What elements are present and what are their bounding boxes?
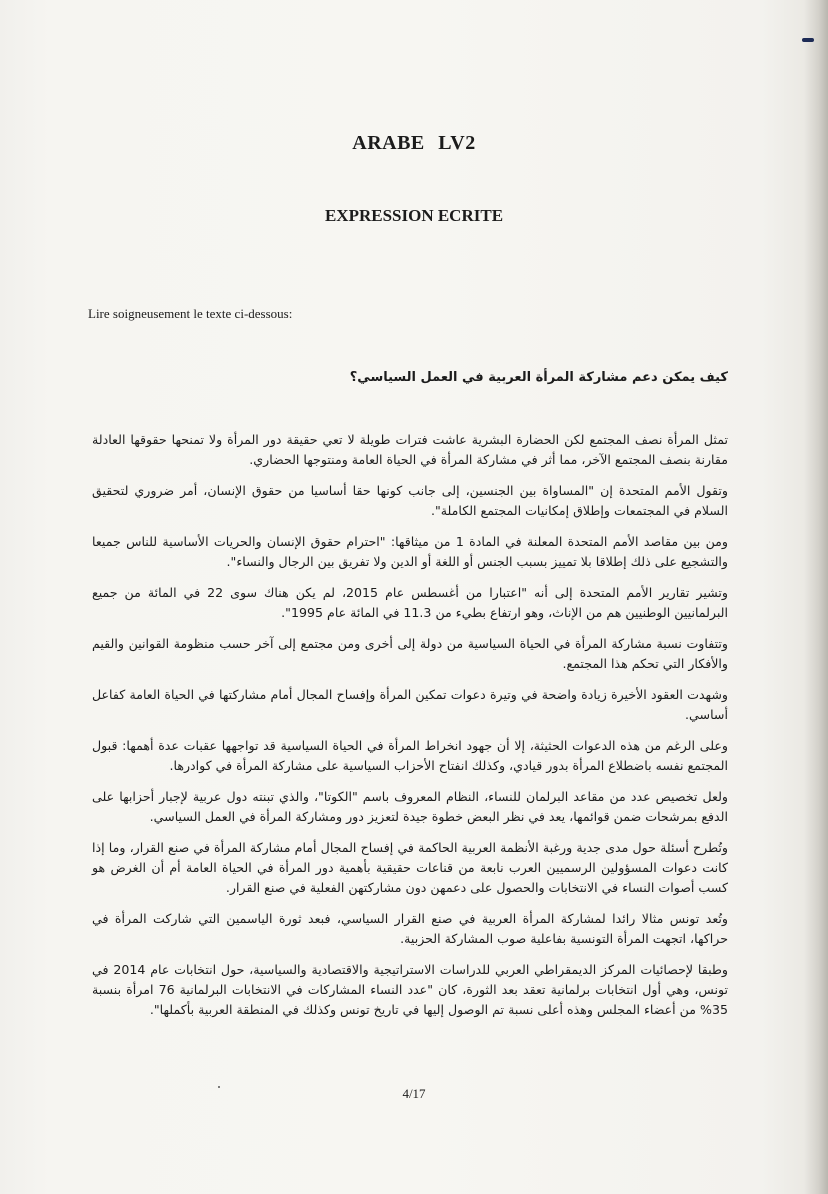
section-title: EXPRESSION ECRITE [324, 206, 504, 225]
paragraph: تمثل المرأة نصف المجتمع لكن الحضارة البشرية عاشت فترات طويلة لا تعي حقيقة دور المرأة ولا تمنحها حقوقها العادلة مقارنة بنصف المجتمع الآخر، مما أثر في مشاركة المرأة في الحياة العامة ومنتوجها الحضاري. [92, 432, 728, 467]
paragraph: وطبقا لإحصائيات المركز الديمقراطي العربي للدراسات الاستراتيجية والاقتصادية والسياسية، حول انتخابات عام 2014 في تونس، وهي أول انتخابات برلمانية تعقد بعد الثورة، كان "عدد النساء المشاركات في الانتخابات البرلمانية 76 امرأة بنسبة 35% من أعضاء المجلس وهذه أعلى نسبة تم الوصول إليها في تاريخ تونس وكذلك في المنطقة العربية بأكملها". [92, 962, 729, 1017]
paragraph: وتقول الأمم المتحدة إن "المساواة بين الجنسين، إلى جانب كونها حقا أساسيا من حقوق الإنسان، أمر ضروري لتحقيق السلام في المجتمعات وإطلاق إمكانيات المجتمع الكاملة". [92, 483, 728, 518]
binding-mark [802, 38, 814, 42]
page-title: ARABE LV2 [352, 132, 476, 154]
spine-shadow [804, 0, 828, 1194]
paragraph: وعلى الرغم من هذه الدعوات الحثيثة، إلا أن جهود انخراط المرأة في الحياة السياسية قد تواجهها عقبات عدة أهمها: قبول المجتمع نفسه باضطلاع المرأة بدور قيادي، وكذلك انفتاح الأحزاب السياسية على مشاركة المرأة في كوادرها. [92, 738, 728, 773]
paragraph: ولعل تخصيص عدد من مقاعد البرلمان للنساء، النظام المعروف باسم "الكوتا"، والذي تبنته دول عربية لإجبار أحزابها على الدفع بمرشحات ضمن قوائمها، يعد في نظر البعض خطوة جيدة لتعزيز دور ومشاركة المرأة في العمل السياسي. [92, 789, 728, 824]
instruction-text: Lire soigneusement le texte ci-dessous: [88, 306, 293, 321]
paragraph: وتشير تقارير الأمم المتحدة إلى أنه "اعتبارا من أغسطس عام 2015، لم يكن هناك سوى 22 في المائة من جميع البرلمانيين الوطنيين هم من الإناث، وهو ارتفاع بطيء من 11.3 في المائة عام 1995". [92, 585, 728, 620]
paragraph: وتُطرح أسئلة حول مدى جدية ورغبة الأنظمة العربية الحاكمة في إفساح المجال أمام مشاركة المرأة في صنع القرار، وما إذا كانت دعوات المسؤولين الرسميين العرب نابعة من قناعات حقيقية بأهمية دور المرأة في الحياة العامة أم أن الغرض هو كسب أصوات النساء في الانتخابات والحصول على دعمهن دون مشاركتهن الفعلية في صنع القرار. [92, 840, 728, 895]
paragraph: وشهدت العقود الأخيرة زيادة واضحة في وتيرة دعوات تمكين المرأة وإفساح المجال أمام مشاركتها في الحياة العامة كفاعل أساسي. [92, 687, 728, 722]
article-body [92, 430, 728, 1031]
paragraph: وتتفاوت نسبة مشاركة المرأة في الحياة السياسية من دولة إلى أخرى ومن مجتمع إلى آخر حسب منظومة القوانين والقيم والأفكار التي تحكم هذا المجتمع. [92, 636, 728, 671]
paragraph: ومن بين مقاصد الأمم المتحدة المعلنة في المادة 1 من ميثاقها: "احترام حقوق الإنسان والحريات الأساسية للناس جميعا والتشجيع على ذلك إطلاقا بلا تمييز بسبب الجنس أو اللغة أو الدين ولا تفريق بين الرجال والنساء". [92, 534, 728, 569]
paragraph: وتُعد تونس مثالا رائدا لمشاركة المرأة العربية في صنع القرار السياسي، فبعد ثورة الياسمين التي شاركت المرأة في حراكها، اتجهت المرأة التونسية بفاعلية صوب المشاركة الحزبية. [92, 911, 728, 946]
page-number: 4/17 [402, 1086, 426, 1101]
question-heading: كيف يمكن دعم مشاركة المرأة العربية في العمل السياسي؟ [349, 370, 728, 385]
